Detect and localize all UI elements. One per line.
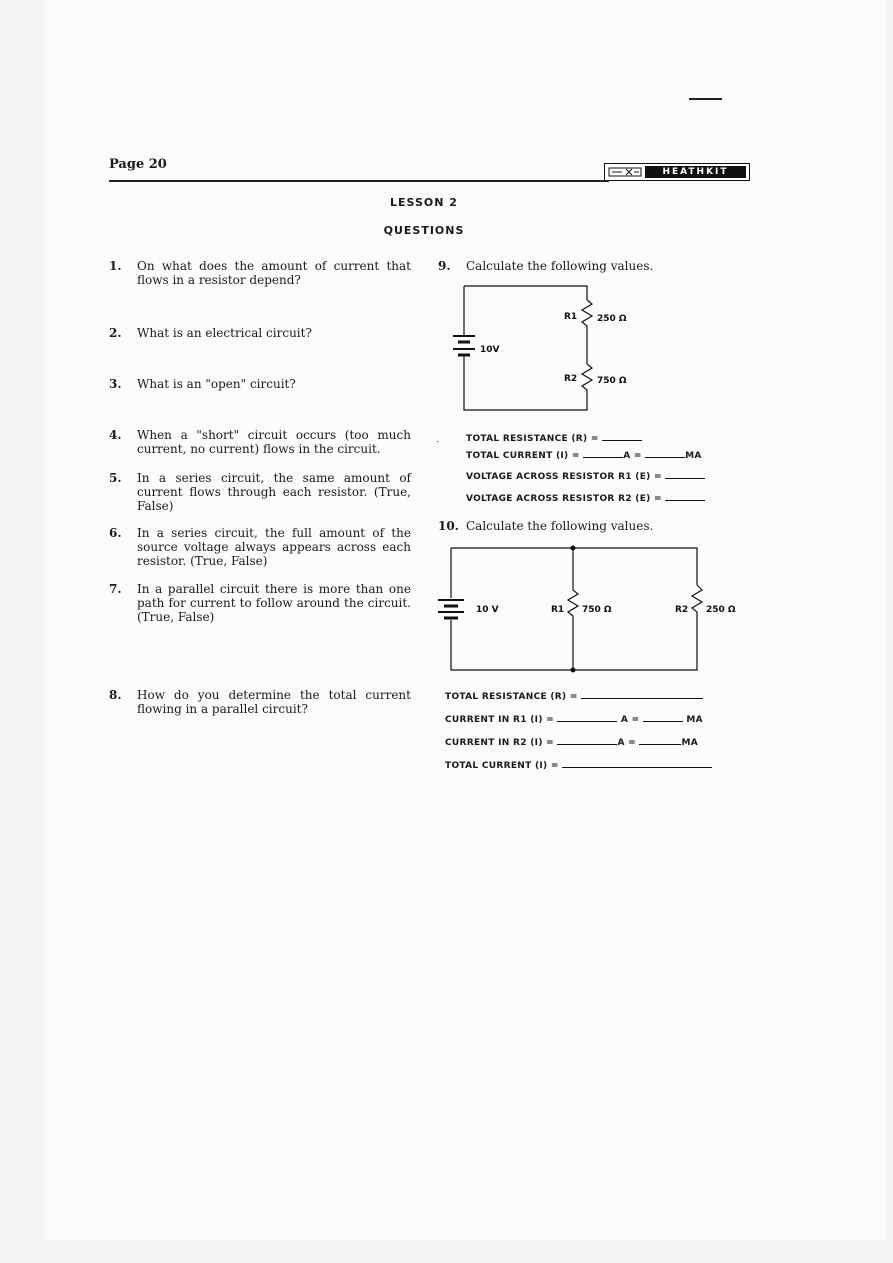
question-text: In a parallel circuit there is more than one path for current to follow around the circuit. (True, False): [137, 582, 411, 624]
answer-blank[interactable]: [665, 491, 705, 501]
resistor-r2-symbol: [692, 585, 702, 626]
question-number: 6.: [109, 526, 122, 540]
question-text: On what does the amount of current that flows in a resistor depend?: [137, 259, 411, 287]
question-text: Calculate the following values.: [466, 259, 654, 273]
answer-blank[interactable]: [583, 448, 623, 458]
question-number: 9.: [438, 259, 451, 273]
question-text: What is an "open" circuit?: [137, 377, 296, 391]
question-text: Calculate the following values.: [466, 519, 654, 533]
unit-amps: A =: [617, 738, 636, 748]
unit-ma: MA: [686, 715, 703, 725]
stray-mark: ˎ: [436, 432, 440, 443]
question-2: [109, 326, 411, 342]
question-number: 8.: [109, 688, 122, 702]
unit-amps: A =: [623, 451, 642, 461]
answer-blank[interactable]: [645, 448, 685, 458]
logo-wordmark: HEATHKIT: [645, 166, 746, 178]
top-mark: [689, 98, 722, 100]
page-number: Page 20: [109, 157, 167, 172]
calc-label: TOTAL CURRENT (I) =: [466, 451, 580, 461]
question-9: [438, 259, 738, 275]
r1-label: R1: [551, 605, 565, 615]
r2-value: 750 Ω: [597, 376, 627, 386]
answer-blank[interactable]: [562, 758, 712, 768]
heathkit-logo: [604, 163, 750, 181]
question-number: 10.: [438, 519, 459, 533]
question-number: 4.: [109, 428, 122, 442]
calc-label: TOTAL RESISTANCE (R) =: [445, 692, 578, 702]
lesson-title: LESSON 2: [390, 196, 458, 209]
answer-blank[interactable]: [602, 431, 642, 441]
calc-label: VOLTAGE ACROSS RESISTOR R1 (E) =: [466, 472, 662, 482]
calc-label: CURRENT IN R1 (I) =: [445, 715, 555, 725]
question-number: 2.: [109, 326, 122, 340]
question-text: How do you determine the total current flowing in a parallel circuit?: [137, 688, 411, 716]
calc9-total-current: [466, 448, 702, 461]
source-voltage-label: 10V: [480, 345, 500, 355]
question-3: [109, 377, 411, 393]
calc-label: CURRENT IN R2 (I) =: [445, 738, 555, 748]
logo-emblem-icon: [605, 166, 645, 178]
question-number: 1.: [109, 259, 122, 273]
r2-label: R2: [675, 605, 689, 615]
unit-ma: MA: [685, 451, 702, 461]
source-voltage-label: 10 V: [476, 605, 499, 615]
question-5: [109, 471, 411, 517]
calc10-current-r1: [445, 712, 703, 725]
r1-label: R1: [564, 312, 578, 322]
question-text: In a series circuit, the full amount of the source voltage always appears across each resistor. (True, False): [137, 526, 411, 568]
unit-ma: MA: [681, 738, 698, 748]
wire-top: [451, 548, 697, 585]
resistor-r1-symbol: [582, 300, 592, 336]
question-text: What is an electrical circuit?: [137, 326, 312, 340]
question-7: [109, 582, 411, 628]
question-number: 7.: [109, 582, 122, 596]
parallel-circuit-diagram: [430, 540, 736, 680]
calc10-current-r2: [445, 735, 698, 748]
calc9-total-resistance: [466, 431, 642, 444]
header-rule: [109, 180, 609, 182]
question-1: [109, 259, 411, 291]
calc10-total-current: [445, 758, 712, 771]
question-text: When a "short" circuit occurs (too much current, no current) flows in the circuit.: [137, 428, 411, 456]
answer-blank[interactable]: [665, 469, 705, 479]
wire-top: [464, 286, 587, 300]
question-number: 3.: [109, 377, 122, 391]
answer-blank[interactable]: [581, 689, 703, 699]
battery-symbol: [453, 336, 475, 355]
answer-blank[interactable]: [643, 712, 683, 722]
resistor-r1-symbol: [568, 548, 578, 670]
series-circuit-diagram: [440, 280, 660, 420]
answer-blank[interactable]: [557, 712, 617, 722]
calc-label: VOLTAGE ACROSS RESISTOR R2 (E) =: [466, 494, 662, 504]
question-6: [109, 526, 411, 572]
wire-bottom: [451, 620, 697, 670]
unit-amps: A =: [620, 715, 640, 725]
question-number: 5.: [109, 471, 122, 485]
question-text: In a series circuit, the same amount of current flows through each resistor. (True, False): [137, 471, 411, 513]
question-4: [109, 428, 411, 460]
calc9-voltage-r1: [466, 469, 705, 482]
wire-bottom: [464, 360, 587, 410]
r2-label: R2: [564, 374, 578, 384]
r2-value: 250 Ω: [706, 605, 736, 615]
calc-label: TOTAL RESISTANCE (R) =: [466, 434, 599, 444]
calc-label: TOTAL CURRENT (I) =: [445, 761, 559, 771]
question-8: [109, 688, 411, 720]
r1-value: 750 Ω: [582, 605, 612, 615]
battery-symbol: [438, 600, 464, 618]
resistor-r2-symbol: [582, 336, 592, 398]
r1-value: 250 Ω: [597, 314, 627, 324]
calc10-total-resistance: [445, 689, 703, 702]
answer-blank[interactable]: [557, 735, 617, 745]
section-title: QUESTIONS: [383, 224, 465, 237]
calc9-voltage-r2: [466, 491, 705, 504]
answer-blank[interactable]: [639, 735, 681, 745]
question-10: [438, 519, 738, 535]
